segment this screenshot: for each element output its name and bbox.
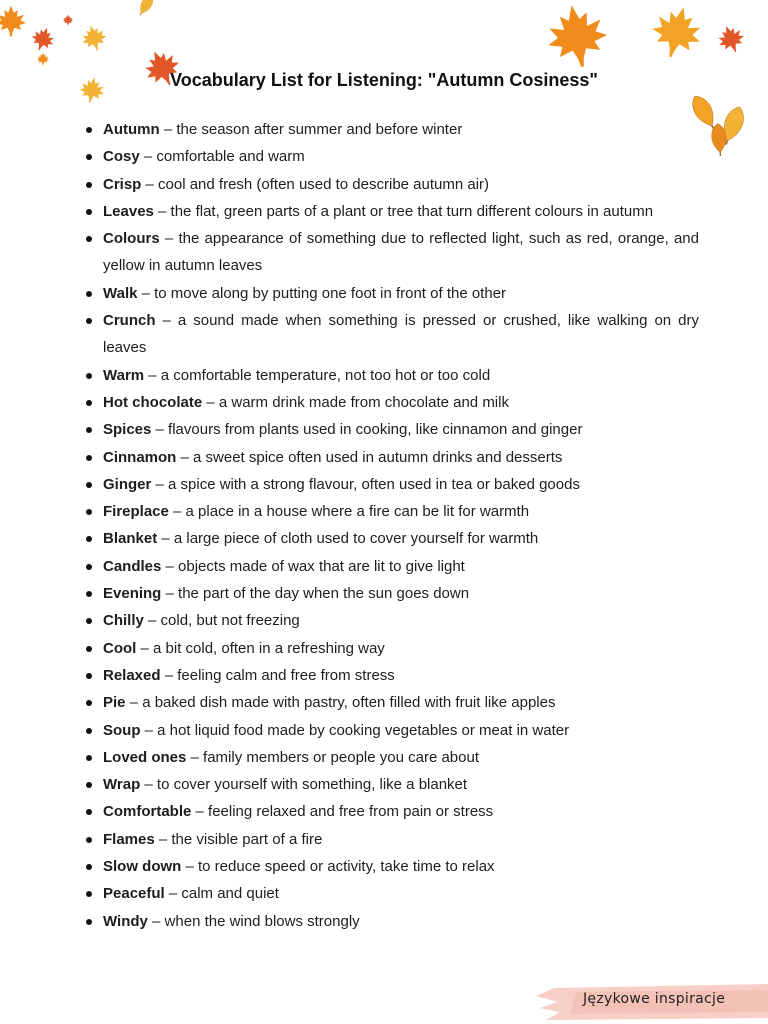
vocab-term: Soup — [103, 721, 141, 739]
vocab-item — [103, 280, 699, 307]
vocab-term: Colours — [103, 230, 160, 248]
vocab-item — [103, 389, 699, 416]
page-title: Vocabulary List for Listening: "Autumn Cosiness" — [170, 70, 598, 90]
vocab-item — [103, 553, 699, 580]
vocab-definition: – calm and quiet — [164, 885, 279, 903]
vocab-definition: – a place in a house where a fire can be lit for warmth — [168, 503, 530, 521]
vocab-term: Hot chocolate — [103, 393, 203, 411]
vocab-item — [103, 307, 699, 362]
vocab-item — [103, 607, 699, 634]
vocab-definition: – to cover yourself with something, like a blanket — [140, 776, 468, 794]
vocab-item — [103, 826, 699, 853]
oval-leaf-icon — [700, 115, 738, 164]
vocab-term: Pie — [103, 694, 126, 712]
vocab-definition: – comfortable and warm — [139, 148, 305, 166]
vocab-term: Cinnamon — [103, 448, 177, 466]
maple-leaf-icon — [62, 14, 74, 26]
maple-leaf-icon — [0, 4, 28, 38]
vocab-item — [103, 798, 699, 825]
vocab-term: Candles — [103, 557, 162, 575]
vocab-item — [103, 444, 699, 471]
vocab-item — [103, 908, 699, 935]
vocab-definition: – a sound made when something is pressed or crushed, like walking on dry leaves — [103, 312, 699, 357]
vocab-item — [103, 171, 699, 198]
vocab-definition: – to reduce speed or activity, take time to relax — [181, 858, 495, 876]
vocab-item — [103, 744, 699, 771]
vocab-item — [103, 525, 699, 552]
vocab-term: Comfortable — [103, 803, 192, 821]
footer-brand: Językowe inspiracje — [583, 991, 726, 1007]
maple-leaf-icon — [640, 0, 714, 67]
vocab-definition: – to move along by putting one foot in front of the other — [137, 284, 507, 302]
vocab-term: Leaves — [103, 202, 154, 220]
vocab-item — [103, 880, 699, 907]
vocab-definition: – flavours from plants used in cooking, like cinnamon and ginger — [151, 421, 583, 439]
vocab-term: Crisp — [103, 175, 142, 193]
vocab-definition: – a baked dish made with pastry, often filled with fruit like apples — [125, 694, 556, 712]
vocab-term: Wrap — [103, 776, 141, 794]
vocab-definition: – cold, but not freezing — [143, 612, 300, 630]
maple-leaf-icon — [712, 20, 750, 58]
vocab-definition: – a comfortable temperature, not too hot or too cold — [144, 366, 491, 384]
vocab-term: Fireplace — [103, 503, 169, 521]
maple-leaf-icon — [36, 52, 50, 66]
vocab-term: Blanket — [103, 530, 158, 548]
vocab-definition: – the flat, green parts of a plant or tree that turn different colours in autumn — [153, 202, 654, 220]
maple-leaf-icon — [537, 0, 618, 76]
vocab-term: Cool — [103, 639, 137, 657]
vocab-term: Walk — [103, 284, 138, 302]
vocab-term: Autumn — [103, 121, 160, 138]
vocab-definition: – a hot liquid food made by cooking vegetables or meat in water — [140, 721, 570, 739]
vocab-term: Windy — [103, 912, 148, 930]
vocab-term: Ginger — [103, 475, 152, 493]
vocab-item — [103, 225, 699, 280]
vocab-item — [103, 662, 699, 689]
vocab-definition: – a warm drink made from chocolate and milk — [202, 393, 509, 411]
vocab-definition: – cool and fresh (often used to describe autumn air) — [141, 175, 490, 193]
vocab-item — [103, 416, 699, 443]
vocab-term: Loved ones — [103, 748, 187, 766]
vocab-term: Evening — [103, 585, 162, 603]
vocab-item — [103, 116, 699, 143]
vocab-definition: – feeling relaxed and free from pain or stress — [191, 803, 494, 821]
vocab-term: Flames — [103, 830, 155, 848]
vocab-item — [103, 580, 699, 607]
vocab-item — [103, 143, 699, 170]
maple-leaf-icon — [77, 21, 111, 55]
vocab-term: Spices — [103, 421, 152, 439]
vocab-term: Relaxed — [103, 666, 161, 684]
vocab-definition: – a sweet spice often used in autumn drinks and desserts — [176, 448, 563, 466]
oval-leaf-icon — [128, 0, 164, 24]
vocab-definition: – the season after summer and before winter — [159, 121, 463, 138]
vocab-item — [103, 717, 699, 744]
vocab-definition: – feeling calm and free from stress — [160, 666, 395, 684]
maple-leaf-icon — [26, 22, 59, 55]
vocab-term: Cosy — [103, 148, 140, 166]
vocab-definition: – the appearance of something due to reflected light, such as red, orange, and yellow in autumn leaves — [103, 230, 699, 275]
vocab-definition: – a large piece of cloth used to cover yourself for warmth — [157, 530, 539, 548]
vocabulary-list — [103, 116, 699, 935]
vocab-definition: – a bit cold, often in a refreshing way — [136, 639, 385, 657]
vocab-definition: – a spice with a strong flavour, often used in tea or baked goods — [151, 475, 580, 493]
vocab-item — [103, 498, 699, 525]
vocab-item — [103, 635, 699, 662]
vocab-term: Peaceful — [103, 885, 165, 903]
vocab-term: Slow down — [103, 858, 182, 876]
vocab-item — [103, 198, 699, 225]
vocab-item — [103, 362, 699, 389]
vocab-definition: – the visible part of a fire — [154, 830, 323, 848]
vocab-definition: – when the wind blows strongly — [147, 912, 360, 930]
vocab-term: Warm — [103, 366, 145, 384]
vocab-term: Chilly — [103, 612, 144, 630]
vocab-item — [103, 471, 699, 498]
vocab-definition: – the part of the day when the sun goes down — [161, 585, 470, 603]
vocab-definition: – family members or people you care about — [186, 748, 480, 766]
vocab-item — [103, 853, 699, 880]
vocab-term: Crunch — [103, 312, 156, 330]
vocab-item — [103, 771, 699, 798]
vocab-definition: – objects made of wax that are lit to give light — [161, 557, 465, 575]
vocab-item — [103, 689, 699, 716]
